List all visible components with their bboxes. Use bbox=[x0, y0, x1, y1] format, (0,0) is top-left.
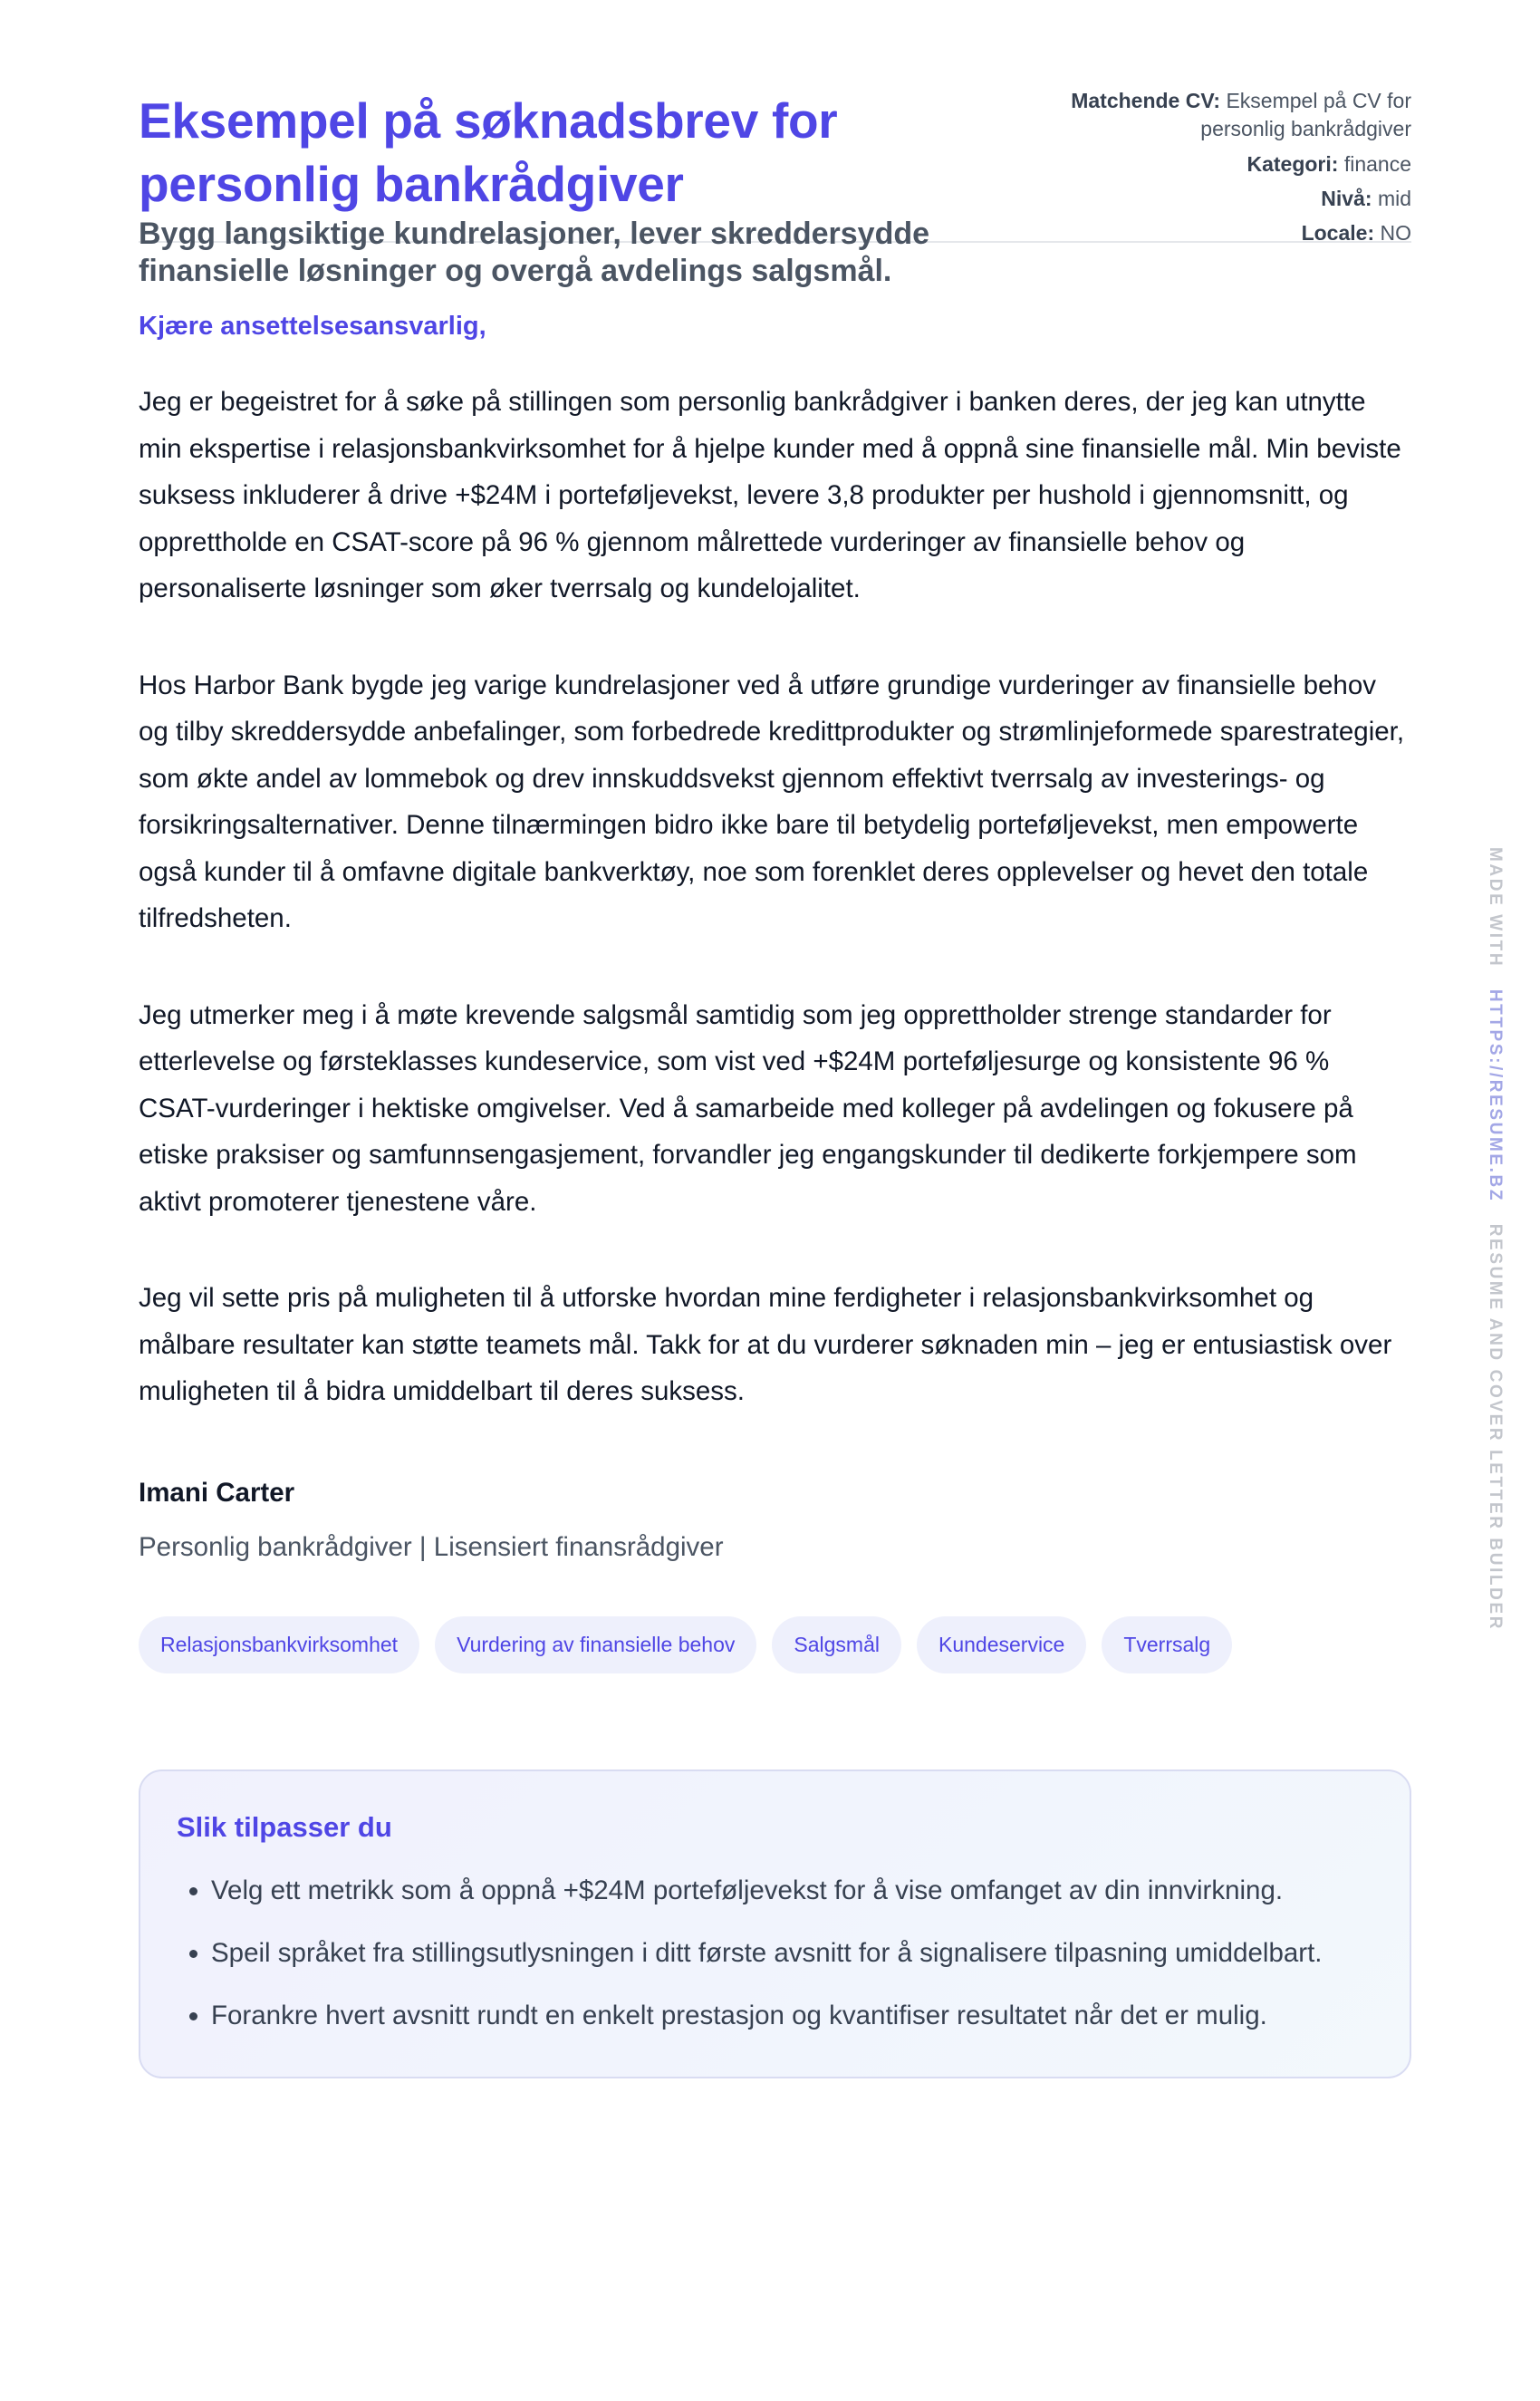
letter-paragraph: Jeg utmerker meg i å møte krevende salgsmål samtidig som jeg opprettholder strenge standarder for etterlevelse og førsteklasses kundeservice, som vist ved +$24M porteføljesurge og konsistente 96 % CSAT-vurderinger i hektiske omgivelser. Ved å samarbeide med kolleger på avdelingen og fokusere på etiske praksiser og samfunnsengasjement, forvandler jeg engangskunder til dedikerte forkjempere som aktivt promoterer tjenestene våre. bbox=[139, 999, 1357, 1217]
made-with-badge bbox=[1484, 847, 1506, 1632]
letter-greeting: Kjære ansettelsesansvarlig, bbox=[139, 312, 486, 341]
page-subtitle: Bygg langsiktige kundrelasjoner, lever skreddersydde finansielle løsninger og overgå avdelings salgsmål. bbox=[139, 217, 930, 288]
meta-locale-value: NO bbox=[1380, 221, 1411, 245]
meta-locale bbox=[1049, 219, 1411, 246]
resume-bz-link[interactable]: HTTPS://RESUME.BZ bbox=[1486, 988, 1505, 1203]
meta-level-value: mid bbox=[1377, 187, 1411, 210]
meta-category bbox=[1049, 150, 1411, 178]
meta-matching-cv-label: Matchende CV: bbox=[1071, 89, 1221, 112]
signature-title: Personlig bankrådgiver | Lisensiert finansrådgiver bbox=[139, 1531, 724, 1562]
skill-tags bbox=[139, 1616, 1411, 1673]
skill-tag: Tverrsalg bbox=[1102, 1616, 1232, 1673]
meta-matching-cv-value: Eksempel på CV for personlig bankrådgiver bbox=[1200, 89, 1411, 140]
skill-tag: Kundeservice bbox=[917, 1616, 1086, 1673]
tip-item: • Speil språket fra stillingsutlysningen i ditt første avsnitt for å signalisere tilpasning umiddelbart. bbox=[211, 1930, 1373, 1976]
meta-panel bbox=[1049, 87, 1411, 254]
meta-level bbox=[1049, 185, 1411, 212]
skill-tag: Vurdering av finansielle behov bbox=[435, 1616, 756, 1673]
letter-body bbox=[139, 379, 1411, 1415]
tips-list bbox=[177, 1867, 1373, 2039]
signature-name: Imani Carter bbox=[139, 1477, 295, 1508]
letter-paragraph: Hos Harbor Bank bygde jeg varige kundrelasjoner ved å utføre grundige vurderinger av finansielle behov og tilby skreddersydde anbefalinger, som forbedrede kredittprodukter og strømlinjeformede sparestrategier, som økte andel av lommebok og drev innskuddsvekst gjennom effektivt tverrsalg av investerings- og forsikringsalternativer. Denne tilnærmingen bidro ikke bare til betydelig porteføljevekst, men empowerte også kunder til å omfavne digitale bankverktøy, noe som forenklet deres opplevelser og hevet den totale tilfredsheten. bbox=[139, 670, 1405, 933]
customization-tips bbox=[139, 1769, 1411, 2078]
letter-paragraph: Jeg vil sette pris på muligheten til å utforske hvordan mine ferdigheter i relasjonsbankvirksomhet og målbare resultater kan støtte teamets mål. Takk for at du vurderer søknaden min – jeg er entusiastisk over muligheten til å bidra umiddelbart til deres suksess. bbox=[139, 1283, 1392, 1406]
header bbox=[139, 0, 1411, 288]
made-with-text bbox=[1484, 847, 1506, 1631]
letter-paragraph: Jeg er begeistret for å søke på stillingen som personlig bankrådgiver i banken deres, der jeg kan utnytte min ekspertise i relasjonsbankvirksomhet for å hjelpe kunder med å oppnå sine finansielle mål. Min beviste suksess inkluderer å drive +$24M i porteføljevekst, levere 3,8 produkter per hushold i gjennomsnitt, og opprettholde en CSAT-score på 96 % gjennom målrettede vurderinger av finansielle behov og personaliserte løsninger som øker tverrsalg og kundelojalitet. bbox=[139, 387, 1401, 603]
tips-title: Slik tilpasser du bbox=[177, 1810, 392, 1843]
made-with-suffix: RESUME AND COVER LETTER BUILDER bbox=[1486, 1223, 1505, 1632]
page-title: Eksempel på søknadsbrev for personlig bankrådgiver bbox=[139, 92, 838, 212]
tip-item: • Forankre hvert avsnitt rundt en enkelt prestasjon og kvantifiser resultatet når det er mulig. bbox=[211, 1992, 1373, 2039]
meta-category-label: Kategori: bbox=[1246, 152, 1339, 176]
meta-level-label: Nivå: bbox=[1321, 187, 1372, 210]
meta-category-value: finance bbox=[1343, 152, 1411, 176]
tip-item: • Velg ett metrikk som å oppnå +$24M porteføljevekst for å vise omfanget av din innvirkning. bbox=[211, 1867, 1373, 1914]
meta-matching-cv bbox=[1049, 87, 1411, 143]
made-with-prefix: MADE WITH bbox=[1486, 847, 1505, 969]
skill-tag: Relasjonsbankvirksomhet bbox=[139, 1616, 419, 1673]
meta-locale-label: Locale: bbox=[1301, 221, 1375, 245]
skill-tag: Salgsmål bbox=[772, 1616, 901, 1673]
signature bbox=[139, 1475, 1411, 1566]
cover-letter-page bbox=[139, 0, 1411, 2078]
